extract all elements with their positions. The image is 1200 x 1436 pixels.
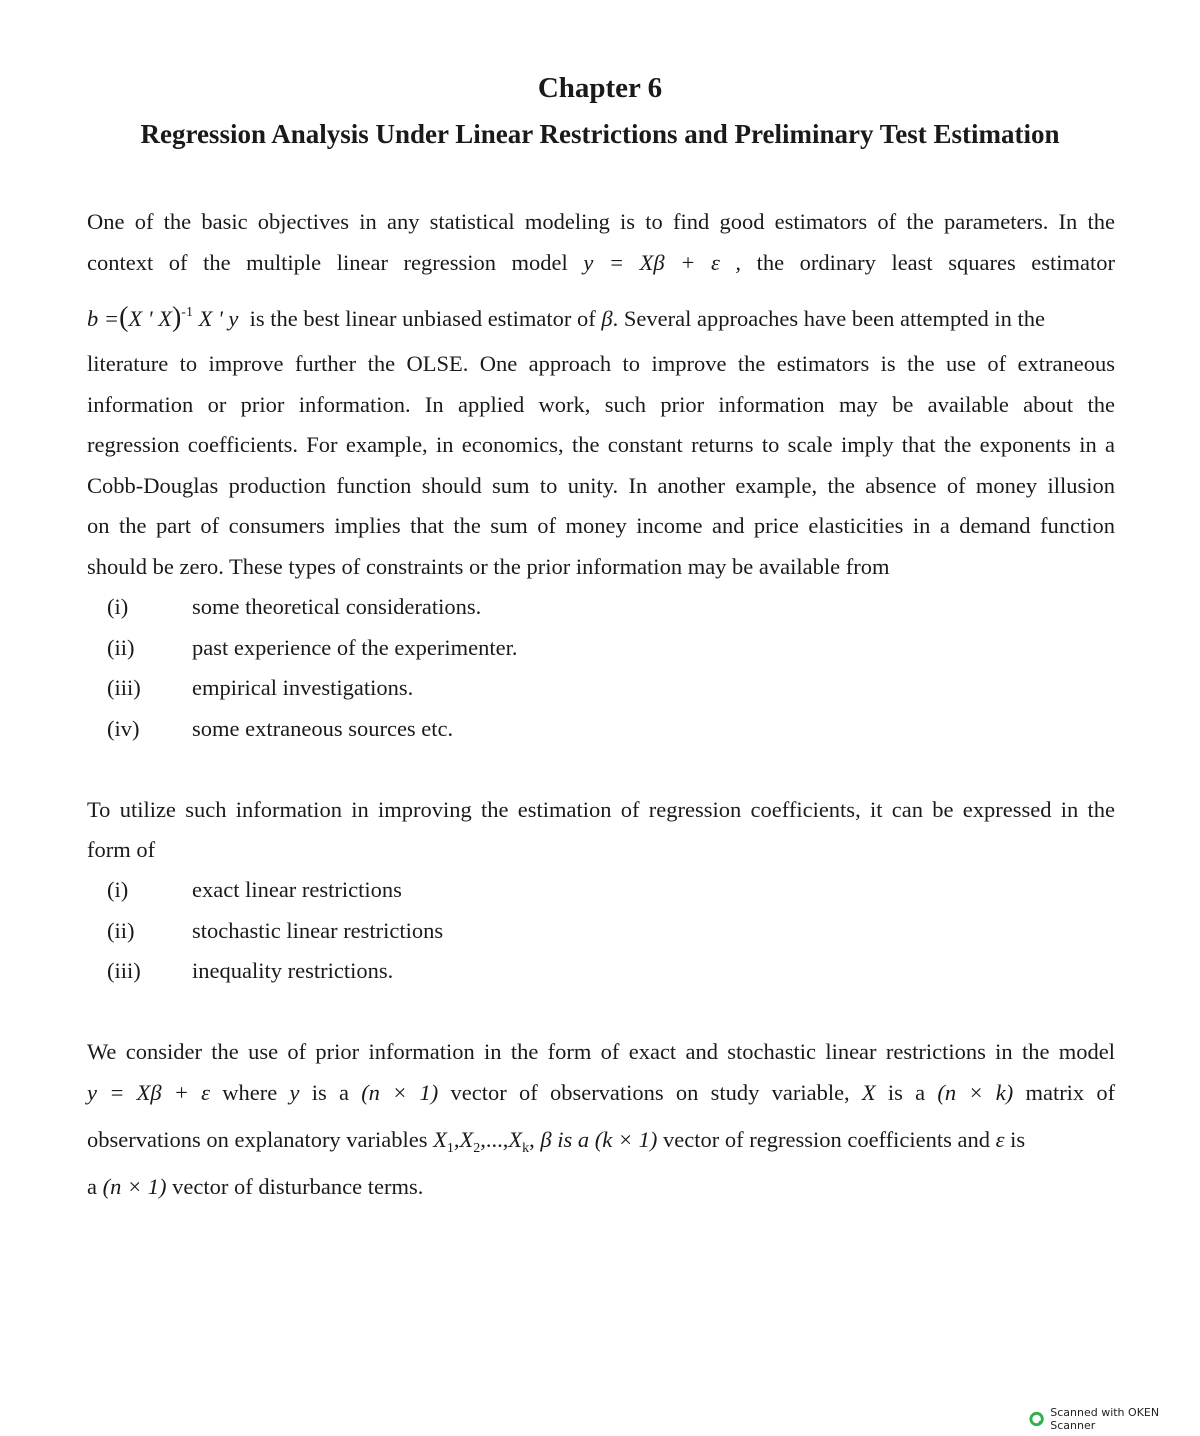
ols-xy-term: X ' y [198,306,239,331]
oken-logo-icon [1029,1411,1044,1427]
paragraph1-line1: One of the basic objectives in any statistical modeling is to find good estimators of the parameters. In the [87,209,1115,234]
list-number: (ii) [107,918,135,943]
matrix-of-text: matrix of [1025,1080,1116,1105]
n-by-1-dimension: (n × 1) [361,1080,439,1105]
x-subscript-2: 2 [473,1141,481,1156]
paragraph1-line2-after: the ordinary least squares estimator [756,250,1116,275]
list-text: exact linear restrictions [192,877,402,902]
list-text: stochastic linear restrictions [192,918,444,943]
x1-variable: X [433,1127,447,1152]
list-text: past experience of the experimenter. [192,635,518,660]
paragraph1-line4: literature to improve further the OLSE. One approach to improve the estimators is the use of extraneous [87,351,1115,376]
list-text: some extraneous sources etc. [192,716,454,741]
list-number: (ii) [107,635,135,660]
list-number: (i) [107,877,129,902]
disturbance-terms-text: vector of disturbance terms. [172,1174,424,1199]
x-subscript-k: k [522,1141,530,1156]
x-symbol: X [861,1080,876,1105]
paragraph1-line9: should be zero. These types of constraints or the prior information may be available from [87,554,890,579]
list-number: (iii) [107,958,141,983]
x-subscript-1: 1 [446,1141,454,1156]
paragraph1-line3-text1: is the best linear unbiased estimator of [249,306,596,331]
chapter-heading: Chapter 6 [537,72,663,104]
list-number: (iii) [107,675,141,700]
x2-variable: X [459,1127,474,1152]
k-by-1-dimension: (k × 1) [594,1127,658,1152]
page-title: Regression Analysis Under Linear Restrictions and Preliminary Test Estimation [140,119,1060,149]
paragraph1-line3-text2: . Several approaches have been attempted in the [612,306,1045,331]
paragraph3-line1: We consider the use of prior information in the form of exact and stochastic linear restrictions in the model [87,1039,1115,1064]
epsilon-symbol: ε [995,1127,1005,1152]
n-by-1-dimension-2: (n × 1) [102,1174,167,1199]
scanner-label: Scanned with OKEN Scanner [1050,1406,1160,1432]
paragraph1-line8: on the part of consumers implies that the sum of money income and price elasticities in a demand function [87,513,1115,538]
paragraph2-line2: form of [87,837,156,862]
xk-variable: X [508,1127,523,1152]
is-a-word: is a [311,1080,349,1105]
paragraph1-line3: b =(X ' X)$^{-1}$ X ' y is the best linear unbiased estimator of β. Several approaches have been attempted in the [87,302,1045,333]
regression-coefficients-text: vector of regression coefficients and [663,1127,990,1152]
is-a-word-2: is a [887,1080,926,1105]
article-a: a [87,1174,97,1199]
beta-is-a: β is a [540,1127,590,1152]
paragraph1-line7: Cobb-Douglas production function should sum to unity. In another example, the absence of money illusion [87,473,1115,498]
n-by-k-dimension: (n × k) [937,1080,1014,1105]
paragraph2-line1: To utilize such information in improving the estimation of regression coefficients, it can be expressed in the [87,797,1115,822]
scanner-watermark [1029,1406,1200,1432]
paragraph3-line4 [87,1172,1115,1202]
paragraph1-line2 [87,248,1115,278]
paragraph1-line2-before: context of the multiple linear regression model [87,250,568,275]
where-word: where [222,1080,278,1105]
list-number: (i) [107,594,129,619]
is-word: is [1010,1127,1026,1152]
paragraph1-line6: regression coefficients. For example, in economics, the constant returns to scale imply that the exponents in a [87,432,1115,457]
paragraph3-line3: observations on explanatory variables $X_1,X_2,...,X_k$, β is a (k × 1) vector of regression coefficients and ε is [87,1127,1026,1156]
ols-b-label: b = [87,306,120,331]
ols-xx-term: X ' X [128,306,172,331]
paragraph3-line2 [87,1078,1115,1108]
model-equation: y = Xβ + ε [87,1080,211,1105]
beta-symbol: β [601,306,613,331]
list-text: inequality restrictions. [192,958,394,983]
y-symbol: y [289,1080,300,1105]
ols-inverse-exponent: -1 [181,305,193,320]
list-text: empirical investigations. [192,675,414,700]
list-number: (iv) [107,716,140,741]
list-text: some theoretical considerations. [192,594,482,619]
vector-observations-text: vector of observations on study variable, [450,1080,850,1105]
linear-model-equation: y = Xβ + ε , [583,250,742,275]
explanatory-variables-text: observations on explanatory variables [87,1127,428,1152]
paragraph1-line5: information or prior information. In applied work, such prior information may be available about the [87,392,1115,417]
